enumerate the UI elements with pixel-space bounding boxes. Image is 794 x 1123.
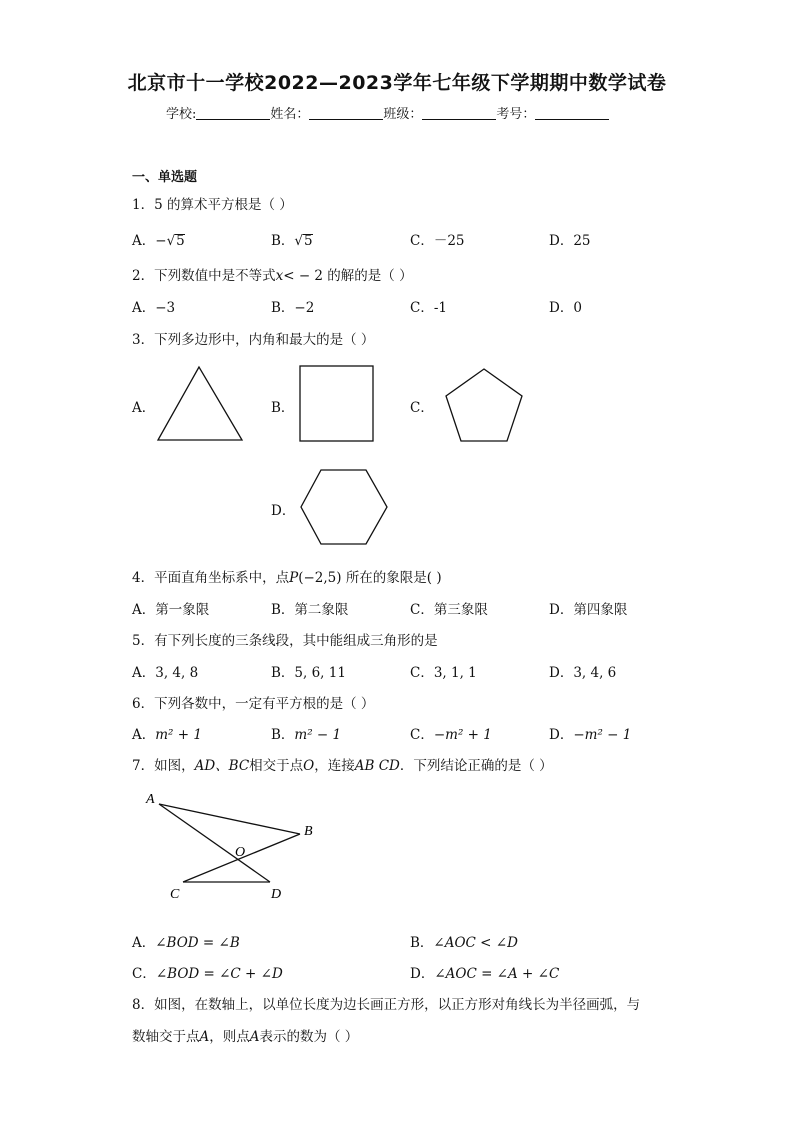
school-label: 学校: (166, 107, 197, 122)
q4-coordinates: (−2,5) (298, 570, 342, 586)
school-blank[interactable] (196, 105, 270, 120)
q5-option-b: B．5, 6, 11 (271, 665, 346, 681)
q7-b-expr: ∠AOC < ∠D (433, 935, 518, 951)
name-label: 姓名： (270, 107, 310, 122)
q8-point-a1: A (199, 1029, 210, 1045)
question-4-stem (132, 566, 442, 586)
q1-b-radicand: 5 (304, 233, 313, 249)
q4-option-a: A．第一象限 (132, 602, 210, 618)
q7-a-expr: ∠BOD = ∠B (155, 935, 240, 951)
q2-option-c: C．-1 (410, 300, 447, 316)
q7-option-d (410, 962, 559, 982)
question-6-stem: 6．下列各数中，一定有平方根的是（ ） (132, 696, 375, 712)
q1-option-b: B．√5 (271, 233, 313, 249)
q7-stem-pre: 7．如图， (132, 758, 195, 774)
q7-label-o: O (235, 845, 246, 860)
q1-option-d: D．25 (549, 233, 591, 249)
q7-label-a: A (146, 792, 155, 807)
q1-b-label: B． (271, 233, 295, 249)
q7-segments: AB CD (354, 758, 400, 774)
q7-a-label: A． (132, 935, 156, 951)
q7-d-label: D． (410, 966, 435, 982)
q4-option-b: B．第二象限 (271, 602, 349, 618)
question-8-stem-line2 (132, 1025, 358, 1045)
q2-option-b: B．−2 (271, 300, 315, 316)
q7-option-b (410, 931, 518, 951)
q1-a-label: A． (132, 233, 156, 249)
q6-a-expr: m² + 1 (155, 727, 202, 743)
id-label: 考号： (496, 107, 536, 122)
name-blank[interactable] (309, 105, 383, 120)
question-3-stem: 3．下列多边形中，内角和最大的是（ ） (132, 332, 375, 348)
q7-c-label: C． (132, 966, 156, 982)
q2-variable: x (275, 268, 284, 284)
q3-option-c-label: C． (410, 400, 434, 416)
q6-d-expr: −m² − 1 (573, 727, 632, 743)
q3-option-b-label: B． (271, 400, 295, 416)
q7-figure (140, 790, 330, 905)
q8-point-a2: A (249, 1029, 260, 1045)
triangle-figure (155, 363, 245, 443)
q7-stem-post: ．下列结论正确的是（ ） (399, 758, 553, 774)
q6-c-label: C． (410, 727, 434, 743)
q4-option-d: D．第四象限 (549, 602, 628, 618)
question-8-stem-line1: 8．如图，在数轴上，以单位长度为边长画正方形，以正方形对角线长为半径画弧，与 (132, 997, 641, 1013)
q2-option-d: D．0 (549, 300, 582, 316)
q7-stem-mid: 相交于点 (249, 758, 304, 774)
question-7-stem (132, 754, 553, 774)
section-title: 一、单选题 (132, 170, 198, 185)
q8-line2-pre: 数轴交于点 (132, 1029, 200, 1045)
class-label: 班级： (383, 107, 423, 122)
q1-a-radicand: 5 (176, 233, 185, 249)
q4-point: P (289, 570, 299, 586)
q6-a-label: A． (132, 727, 156, 743)
q5-option-a: A．3, 4, 8 (132, 665, 199, 681)
q6-option-b (271, 723, 341, 743)
q7-label-d: D (271, 887, 282, 902)
q7-label-c: C (170, 887, 180, 902)
info-line (166, 103, 609, 122)
q2-option-a: A．−3 (132, 300, 176, 316)
q4-stem-post: 所在的象限是( ) (345, 570, 442, 586)
hexagon-figure (299, 468, 389, 546)
q7-option-a (132, 931, 240, 951)
q6-d-label: D． (549, 727, 574, 743)
pentagon-figure (443, 367, 525, 443)
class-blank[interactable] (422, 105, 496, 120)
q8-line2-mid: ，则点 (209, 1029, 250, 1045)
q7-b-label: B． (410, 935, 434, 951)
q1-option-c: C．－25 (410, 233, 465, 249)
q7-label-b: B (304, 824, 313, 839)
q3-option-d-label: D． (271, 503, 296, 519)
q2-stem-pre: 2．下列数值中是不等式 (132, 268, 276, 284)
q6-b-expr: m² − 1 (294, 727, 342, 743)
q7-lines: AD、BC (194, 758, 250, 774)
q2-stem-post: < − 2 的解的是（ ） (283, 268, 413, 284)
q4-stem-pre: 4．平面直角坐标系中，点 (132, 570, 290, 586)
q5-option-c: C．3, 1, 1 (410, 665, 477, 681)
question-5-stem: 5．有下列长度的三条线段，其中能组成三角形的是 (132, 633, 438, 649)
q1-option-a: A．−√5 (132, 233, 185, 249)
question-2-stem (132, 264, 413, 284)
q7-d-expr: ∠AOC = ∠A + ∠C (434, 966, 560, 982)
q8-line2-post: 表示的数为（ ） (259, 1029, 359, 1045)
id-blank[interactable] (535, 105, 609, 120)
q7-point-o: O (303, 758, 315, 774)
square-figure (299, 365, 375, 443)
q6-c-expr: −m² + 1 (433, 727, 492, 743)
exam-title: 北京市十一学校2022—2023学年七年级下学期期中数学试卷 (127, 72, 667, 94)
question-1-stem: 1．5 的算术平方根是（ ） (132, 197, 293, 213)
q6-option-c (410, 723, 492, 743)
q6-option-a (132, 723, 202, 743)
q7-c-expr: ∠BOD = ∠C + ∠D (155, 966, 283, 982)
q6-option-d (549, 723, 631, 743)
q5-option-d: D．3, 4, 6 (549, 665, 617, 681)
q6-b-label: B． (271, 727, 295, 743)
q1-a-sign: − (155, 233, 167, 249)
q3-option-a-label: A． (132, 400, 156, 416)
q4-option-c: C．第三象限 (410, 602, 488, 618)
q7-stem-mid2: ，连接 (314, 758, 355, 774)
q7-option-c (132, 962, 283, 982)
